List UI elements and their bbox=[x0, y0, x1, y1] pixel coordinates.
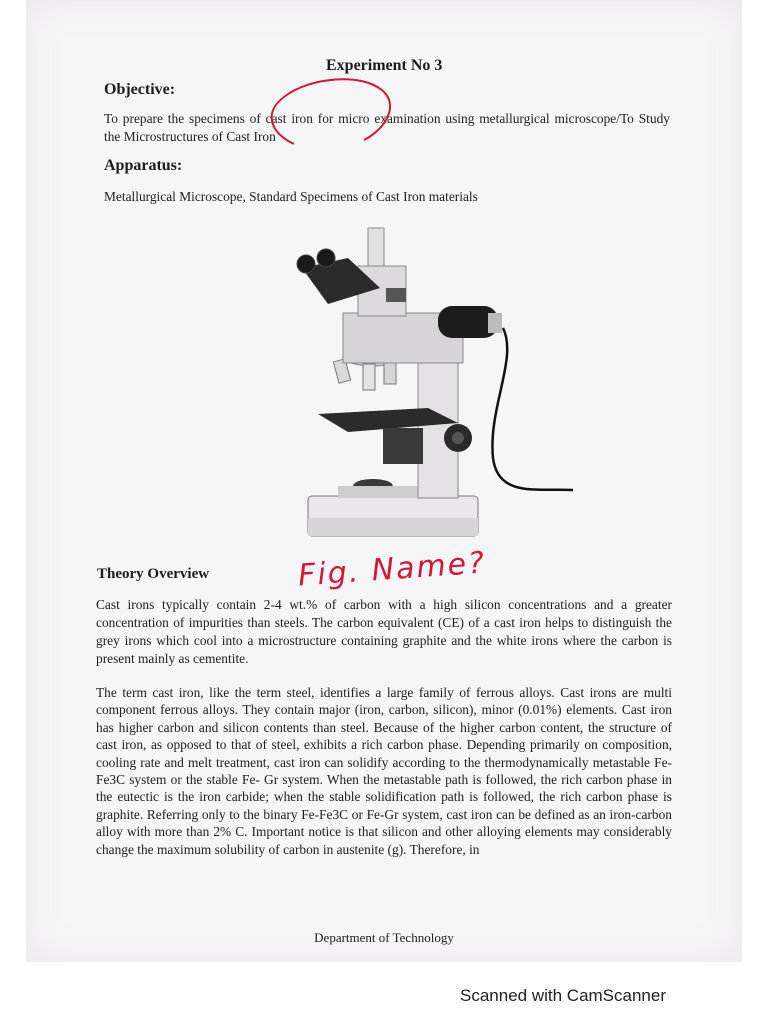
handwritten-note: Fig. Name? bbox=[297, 545, 488, 594]
microscope-figure bbox=[288, 218, 578, 558]
theory-paragraph-1: Cast irons typically contain 2-4 wt.% of carbon with a high silicon concentrations and a greater concentration of impurities than steels. The carbon equivalent (CE) of a cast iron helps to distinguish the grey irons which cool into a microstructure containing graphite and the white irons where the carbon is present mainly as cementite. bbox=[96, 597, 672, 666]
objective-text: To prepare the specimens of cast iron for micro examination using metallurgical microscope/To Study the Microstructures of Cast Iron bbox=[104, 111, 670, 144]
theory-heading: Theory Overview bbox=[97, 566, 210, 582]
theory-paragraph-2: The term cast iron, like the term steel, identifies a large family of ferrous alloys. Cast irons are multi component ferrous alloys. They contain major (iron, carbon, silicon), minor (0.01%) elements. Cast iron has higher carbon and silicon contents than steel. Because of the higher carbon content, the structure of cast iron, as opposed to that of steel, exhibits a rich carbon phase. Depending primarily on composition, cooling rate and melt treatment, cast iron can solidify according to the thermodynamically metastable Fe-Fe3C system or the stable Fe- Gr system. When the metastable path is followed, the rich carbon phase in the eutectic is the iron carbide; when the stable solidification path is followed, the rich carbon phase is graphite. Referring only to the binary Fe-Fe3C or Fe-Gr system, cast iron can be defined as an iron-carbon alloy with more than 2% C. Important notice is that silicon and other alloying elements may considerably change the maximum solubility of carbon in austenite (g). Therefore, in bbox=[96, 685, 672, 857]
apparatus-text: Metallurgical Microscope, Standard Specimens of Cast Iron materials bbox=[104, 189, 478, 204]
scanner-watermark: Scanned with CamScanner bbox=[460, 986, 667, 1005]
page-footer: Department of Technology bbox=[314, 930, 454, 945]
ink-circle-annotation bbox=[264, 72, 414, 152]
apparatus-heading: Apparatus: bbox=[104, 157, 183, 174]
page-title: Experiment No 3 bbox=[326, 57, 443, 74]
objective-heading: Objective: bbox=[104, 81, 176, 98]
